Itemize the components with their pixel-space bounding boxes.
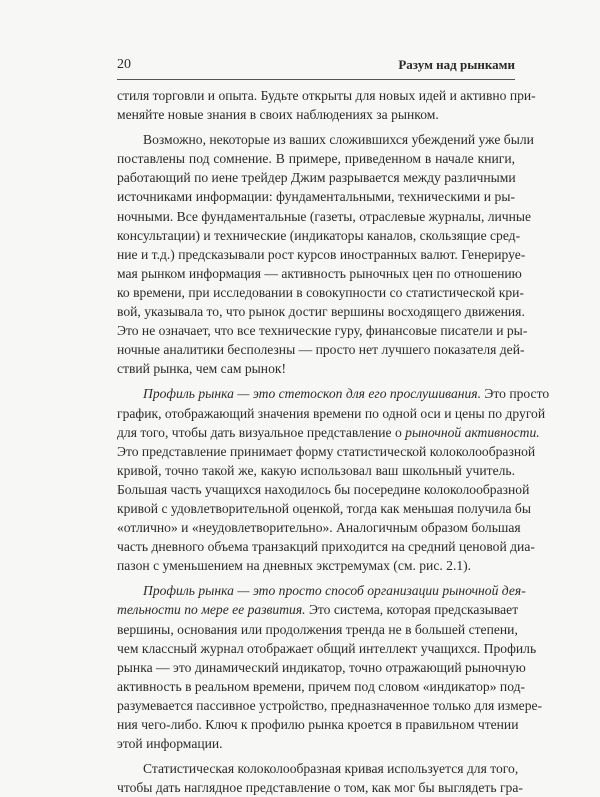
line-text: часть дневного объема транзакций приходится на средний ценовой диа-	[117, 539, 535, 555]
line-text: Большая часть учащихся находилось бы посередине колоколообразной	[117, 481, 530, 497]
line-text: консультации) и технические (индикаторы каналов, скользящие сред-	[117, 227, 521, 243]
line-text: ночными. Все фундаментальные (газеты, отраслевые журналы, личные	[117, 208, 532, 224]
line-text: разумевается пассивное устройство, предназначенное только для измере-	[117, 697, 543, 713]
line-text: стиля торговли и опыта. Будьте открыты для новых идей и активно при-	[117, 88, 536, 103]
text-line	[117, 302, 525, 321]
text-line	[117, 359, 515, 378]
line-text: для того, чтобы дать визуальное представление о	[117, 424, 406, 440]
text-line	[117, 423, 540, 442]
italic-text: Профиль рынка — это стетоскоп для его прослушивания.	[143, 386, 482, 402]
italic-text: Профиль рынка — это просто способ организации рыночной дея-	[143, 583, 526, 599]
line-text: вой, указывала то, что рынок достиг вершины восходящего движения.	[117, 304, 525, 320]
text-line	[117, 620, 518, 639]
text-line	[117, 480, 530, 499]
line-text: ние и т.д.) предсказывали рост курсов иностранных валют. Генерируе-	[117, 246, 526, 262]
line-text: Возможно, некоторые из ваших сложившихся убеждений уже были	[143, 132, 534, 148]
text-line	[117, 207, 532, 226]
line-text: источниками информации: фундаментальными, техническими и ры-	[117, 189, 515, 205]
text-line	[117, 187, 515, 206]
italic-text: тельности по мере ее развития.	[117, 602, 306, 618]
line-text: поставлены под сомнение. В примере, приведенном в начале книги,	[117, 151, 515, 167]
line-text: график, отображающий значения времени по одной оси и цены по другой	[117, 405, 546, 421]
line-text: чем классный журнал отображает общий интеллект учащихся. Профиль	[117, 640, 537, 656]
line-text: Это не означает, что все технические гуру, финансовые писатели и ры-	[117, 323, 528, 339]
line-text: ко времени, при исследовании в совокупности со статистической кри-	[117, 284, 524, 300]
text-line	[117, 384, 550, 403]
text-line	[117, 264, 522, 283]
text-line	[117, 461, 515, 480]
text-line	[117, 518, 521, 537]
line-text: кривой с удовлетворительной оценкой, тогда как меньшая получила бы	[117, 500, 531, 516]
text-line	[117, 556, 515, 575]
line-text: пазон с уменьшением на дневных экстремумах (см. рис. 2.1).	[117, 558, 472, 574]
text-line	[117, 499, 531, 518]
line-text: «отлично» и «неудовлетворительно». Аналогичным образом большая	[117, 520, 521, 536]
line-text: ночные аналитики бесполезны — просто нет лучшего показателя дей-	[117, 342, 525, 358]
line-text: Это система, которая предсказывает	[305, 602, 519, 618]
text-line	[117, 696, 543, 715]
text-line	[117, 340, 525, 359]
line-text: чтобы дать наглядное представление о том, как мог бы выглядеть гра-	[117, 780, 523, 796]
text-line	[117, 537, 535, 556]
text-line	[117, 600, 519, 619]
body-text	[117, 86, 550, 797]
running-title: Разум над рынками	[398, 57, 515, 72]
line-text: этой информации.	[117, 736, 223, 752]
text-line	[117, 734, 515, 753]
text-line	[117, 245, 526, 264]
text-line	[117, 639, 537, 658]
italic-text: рыночной активности.	[405, 424, 540, 440]
line-text: ствий рынка, чем сам рынок!	[117, 361, 287, 377]
text-line	[117, 283, 524, 302]
page-number: 20	[117, 57, 131, 72]
text-line	[117, 658, 526, 677]
line-text: вершины, основания или продолжения тренда не в большей степени,	[117, 621, 518, 637]
page-header	[117, 57, 515, 80]
line-text: Это представление принимает форму статистической колоколообразной	[117, 443, 536, 459]
text-line	[117, 130, 534, 149]
text-line	[117, 581, 526, 600]
text-line	[117, 105, 515, 124]
text-line	[117, 149, 515, 168]
line-text: работающий по иене трейдер Джим разрывается между различными	[117, 170, 516, 186]
text-line	[117, 677, 526, 696]
text-line	[117, 86, 536, 105]
line-text: меняйте новые знания в своих наблюдениях за рынком.	[117, 107, 439, 123]
text-line	[117, 715, 519, 734]
line-text: Статистическая колоколообразная кривая используется для того,	[143, 761, 519, 777]
text-line	[117, 778, 523, 797]
line-text: рынка — это динамический индикатор, точно отражающий рыночную	[117, 659, 526, 675]
line-text: ния чего-либо. Ключ к профилю рынка кроется в правильном чтении	[117, 717, 519, 732]
line-text: кривой, точно такой же, какую использовал ваш школьный учитель.	[117, 462, 515, 478]
text-line	[117, 442, 536, 461]
line-text: Это просто	[481, 386, 550, 402]
line-text: мая рынком информация — активность рыночных цен по отношению	[117, 265, 522, 281]
line-text: активность в реальном времени, причем под словом «индикатор» под-	[117, 678, 526, 694]
text-line	[117, 321, 528, 340]
text-line	[117, 168, 515, 187]
text-line	[117, 226, 521, 245]
text-line	[117, 759, 519, 778]
text-line	[117, 404, 546, 423]
